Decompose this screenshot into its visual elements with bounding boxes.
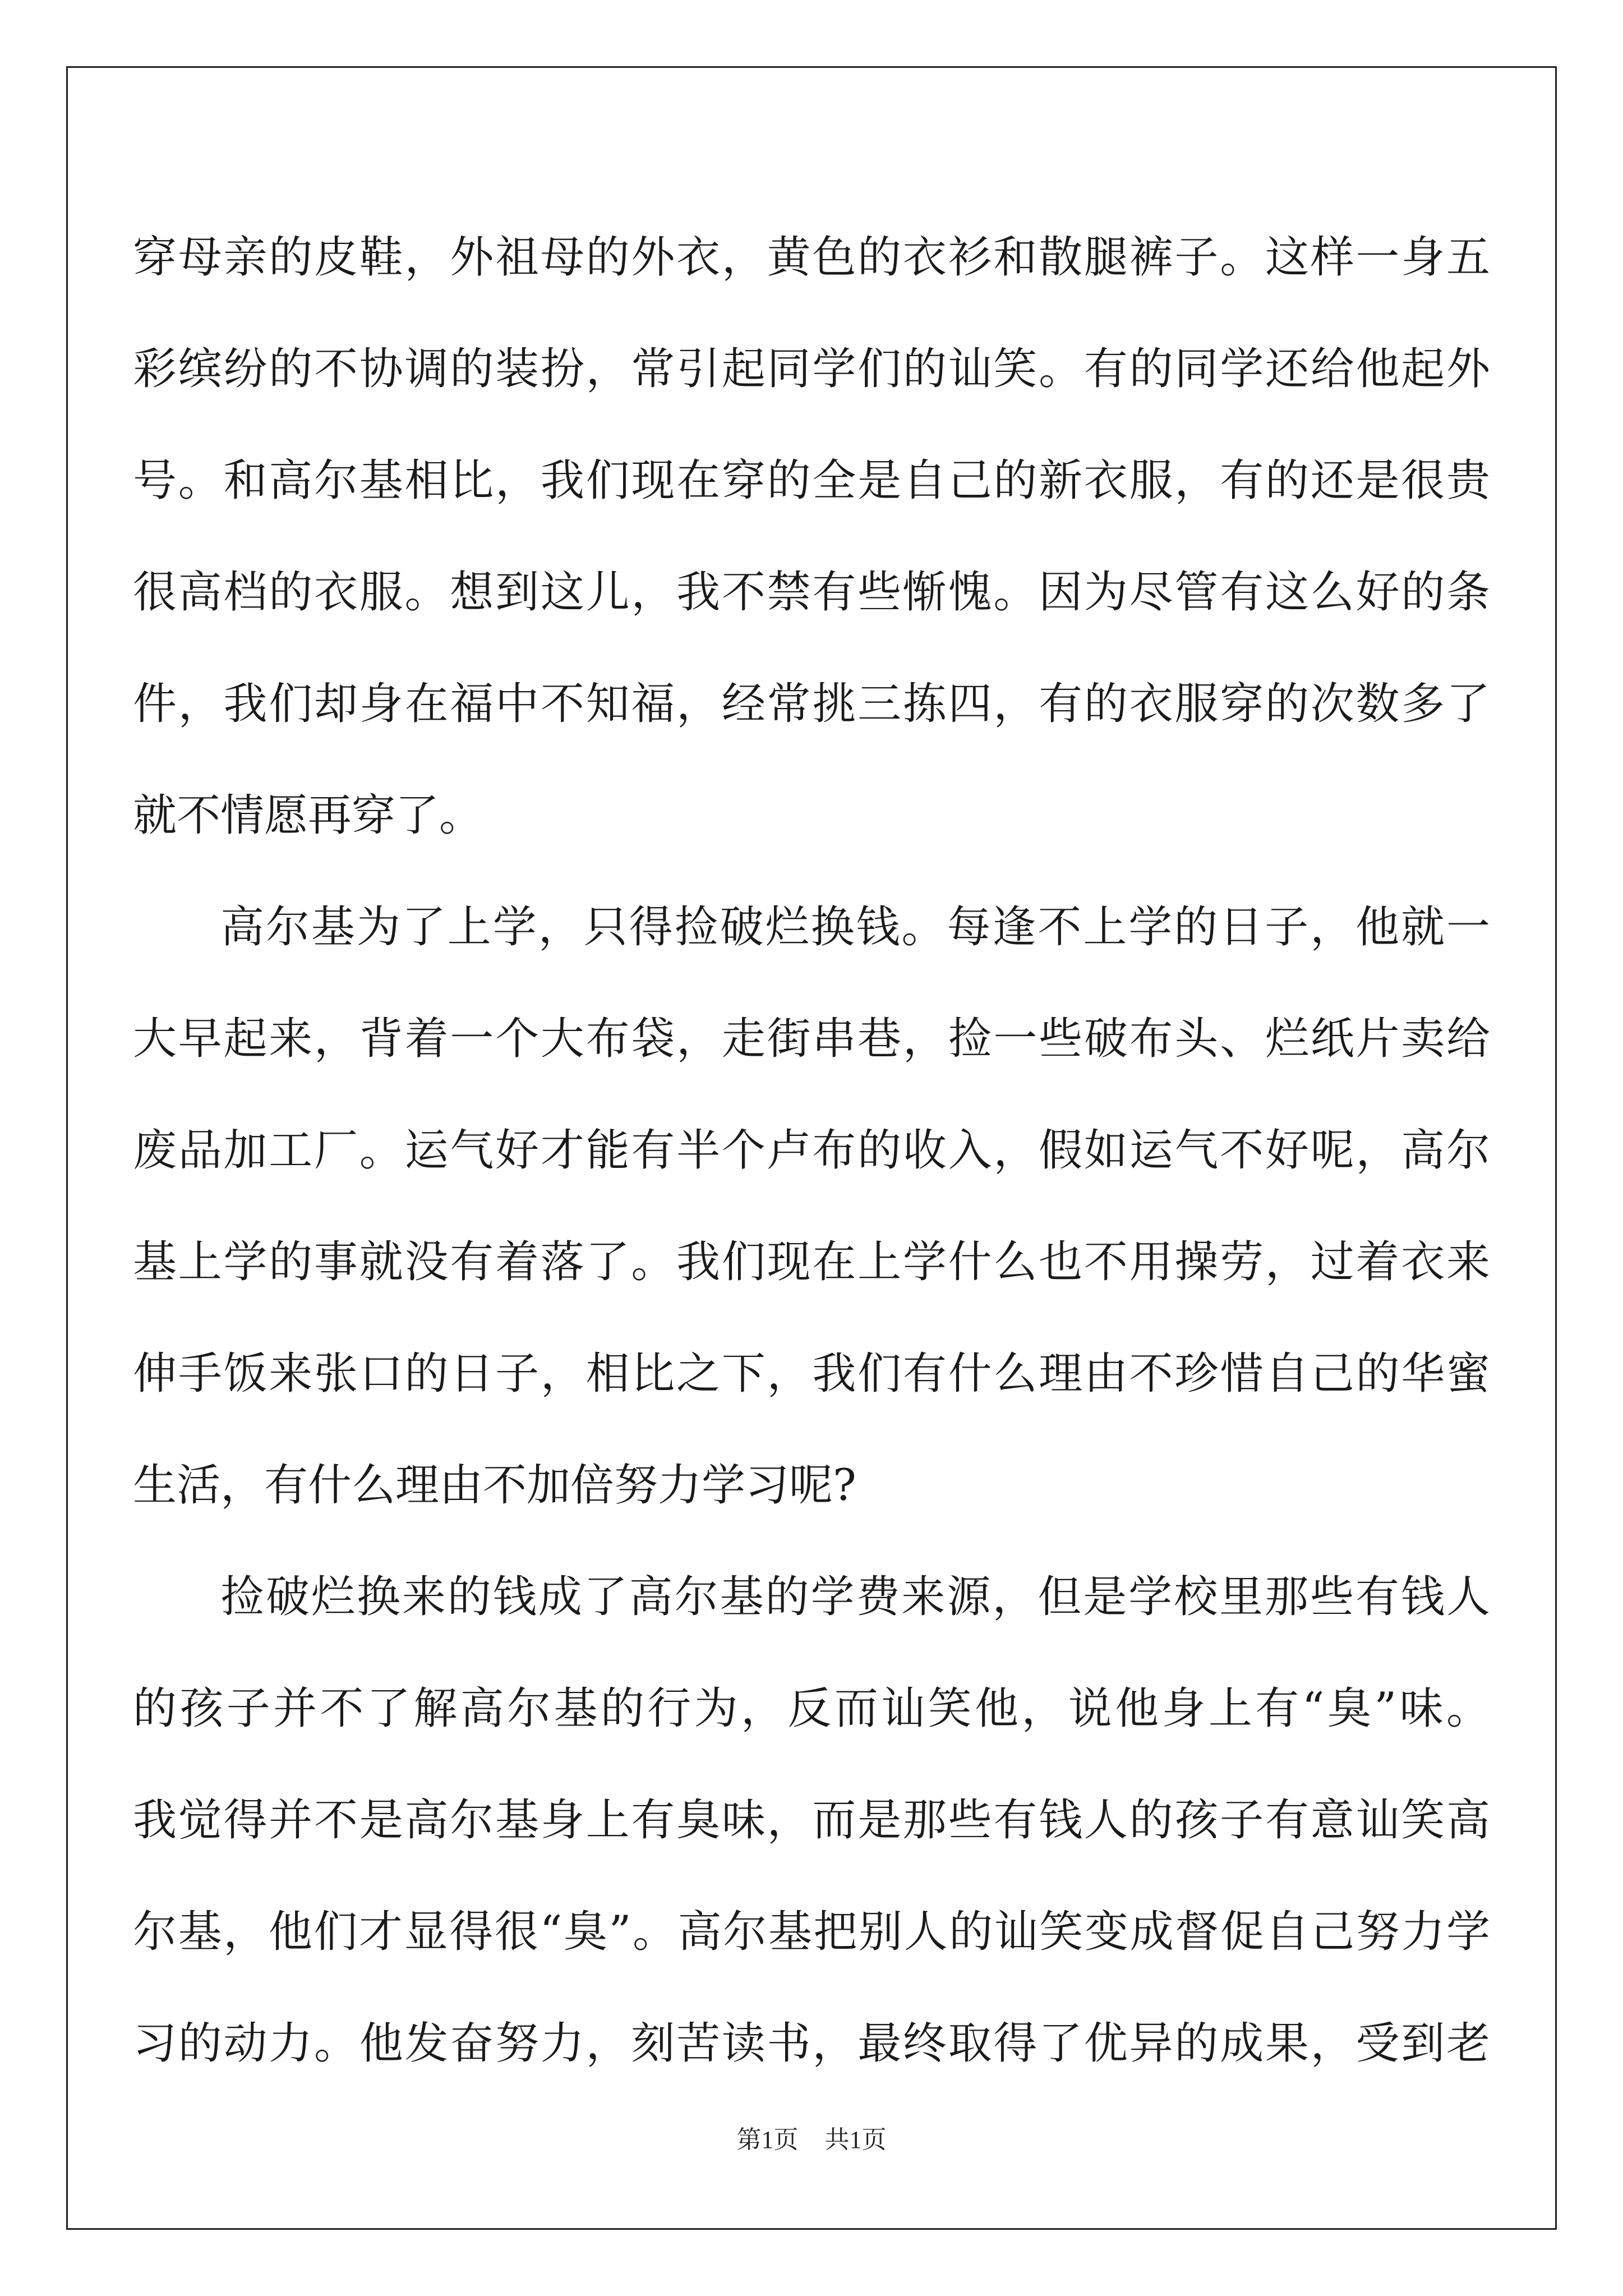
text-line: 很高档的衣服。想到这儿，我不禁有些惭愧。因为尽管有这么好的条 bbox=[133, 567, 1490, 618]
text-line: 生活，有什么理由不加倍努力学习呢? bbox=[133, 1460, 856, 1511]
text-line: 穿母亲的皮鞋，外祖母的外衣，黄色的衣衫和散腿裤子。这样一身五 bbox=[133, 232, 1490, 283]
text-line: 废品加工厂。运气好才能有半个卢布的收入，假如运气不好呢，高尔 bbox=[133, 1125, 1490, 1176]
text-line: 高尔基为了上学，只得捡破烂换钱。每逢不上学的日子，他就一 bbox=[220, 902, 1490, 953]
page-footer bbox=[0, 2123, 1623, 2157]
text-line: 尔基，他们才显得很“臭”。高尔基把别人的讪笑变成督促自己努力学 bbox=[133, 1907, 1490, 1957]
text-line: 习的动力。他发奋努力，刻苦读书，最终取得了优异的成果，受到老 bbox=[133, 2018, 1490, 2069]
document-body bbox=[133, 202, 1490, 2069]
text-line: 伸手饭来张口的日子，相比之下，我们有什么理由不珍惜自己的华蜜 bbox=[133, 1349, 1490, 1399]
text-line: 彩缤纷的不协调的装扮，常引起同学们的讪笑。有的同学还给他起外 bbox=[133, 344, 1490, 394]
text-line: 大早起来，背着一个大布袋，走街串巷，捡一些破布头、烂纸片卖给 bbox=[133, 1014, 1490, 1064]
text-line: 件，我们却身在福中不知福，经常挑三拣四，有的衣服穿的次数多了 bbox=[133, 679, 1490, 729]
text-line: 就不情愿再穿了。 bbox=[133, 790, 483, 841]
page-number: 第1页 bbox=[736, 2126, 799, 2154]
text-line: 我觉得并不是高尔基身上有臭味，而是那些有钱人的孩子有意讪笑高 bbox=[133, 1795, 1490, 1846]
text-line: 基上学的事就没有着落了。我们现在上学什么也不用操劳，过着衣来 bbox=[133, 1237, 1490, 1287]
text-line: 捡破烂换来的钱成了高尔基的学费来源，但是学校里那些有钱人 bbox=[220, 1572, 1490, 1622]
text-line: 号。和高尔基相比，我们现在穿的全是自己的新衣服，有的还是很贵 bbox=[133, 455, 1490, 506]
page-total: 共1页 bbox=[824, 2126, 887, 2154]
text-line: 的孩子并不了解高尔基的行为，反而讪笑他，说他身上有“臭”味。 bbox=[133, 1683, 1490, 1734]
